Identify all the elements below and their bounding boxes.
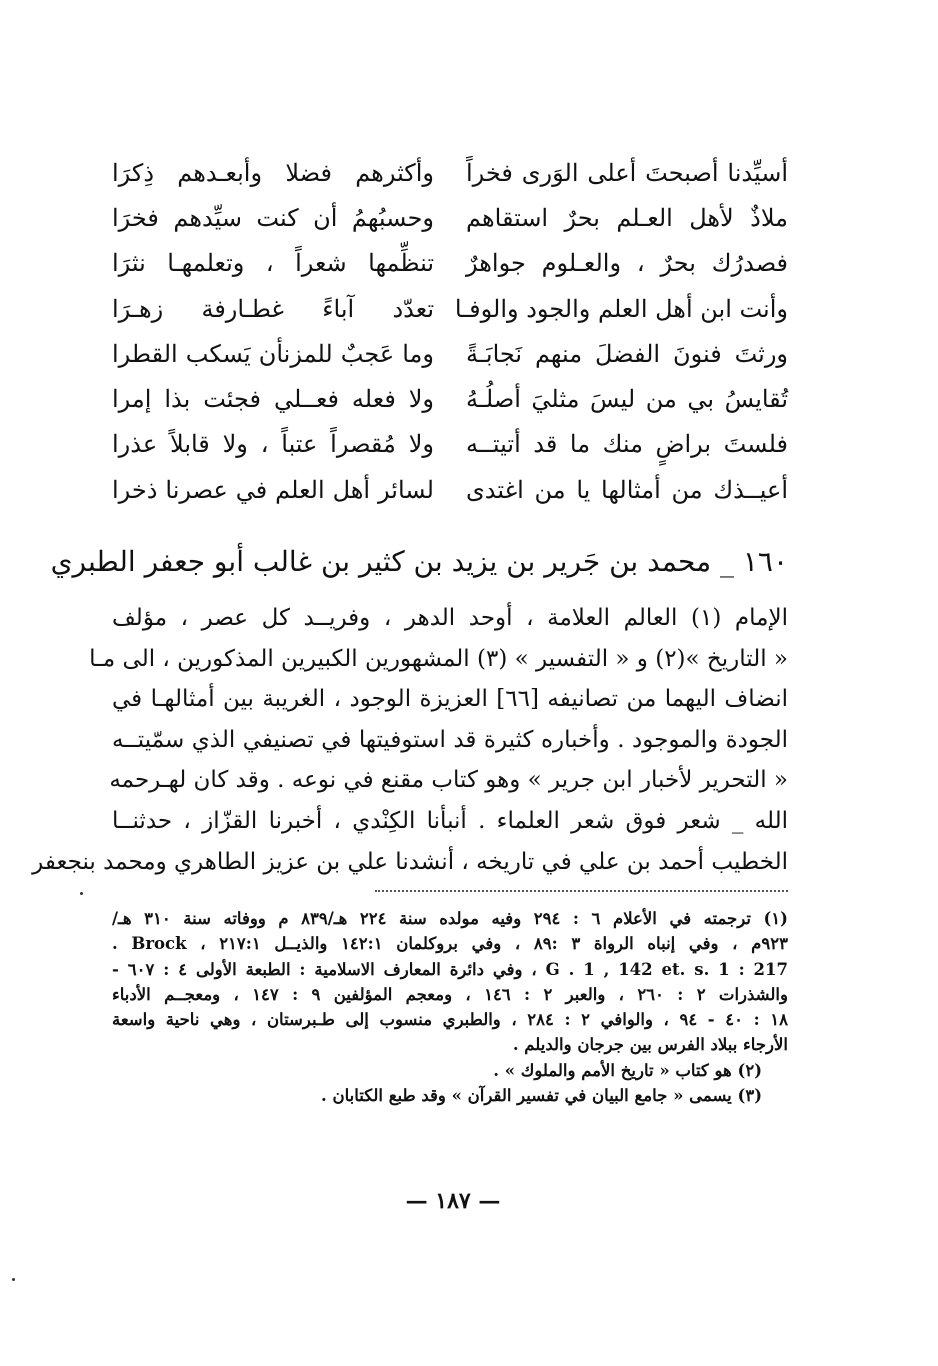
biography-line: الله _ شعر فوق شعر العلماء . أنبأنا الكِنْدي ، أخبرنا القزّاز ، حدثنــا (112, 807, 788, 834)
footnote-line: (٢) هو كتاب « تاريخ الأمم والملوك » . (493, 1060, 762, 1080)
page-number: — ١٨٧ — (405, 1188, 501, 1214)
poem-verse (112, 286, 788, 331)
poem-block (112, 150, 788, 512)
verse-left-hemistich: وما عَجبٌ للمزنأن يَسكب القطرا (112, 339, 434, 368)
biography-line: « التحرير لأخبار ابن جرير » وهو كتاب مقنع في نوعه . وقد كان لهـرحمه (109, 767, 788, 794)
scan-speck (12, 1278, 15, 1281)
verse-right-hemistich: ورثتَ فنونَ الفضلَ منهم نَجابَـةً (466, 339, 788, 368)
poem-verse (112, 150, 788, 195)
poem-verse (112, 331, 788, 376)
biography-heading: ١٦٠ _ محمد بن جَرير بن يزيد بن كثير بن غالب أبو جعفر الطبري (50, 545, 788, 578)
footnote-separator (375, 890, 788, 892)
footnote-line: والشذرات ٢ : ٢٦٠ ، والعبر ٢ : ١٤٦ ، ومعجم المؤلفين ٩ : ١٤٧ ، ومعجــم الأدباء (112, 984, 788, 1004)
verse-right-hemistich: فلستَ براضٍ منك ما قد أتيتــه (466, 430, 788, 459)
verse-left-hemistich: وأكثرهم فضلا وأبعـدهم ذِكرَا (112, 158, 434, 187)
verse-left-hemistich: لسائر أهل العلم في عصرنا ذخرا (112, 475, 434, 504)
verse-left-hemistich: ولا فعله فعــلي فجئت بذا إمرا (112, 385, 434, 414)
verse-right-hemistich: وأنت ابن أهل العلم والجود والوفـا (454, 294, 788, 323)
biography-line: الإمام (١) العالم العلامة ، أوحد الدهر ، وفريــد كل عصر ، مؤلف (112, 605, 788, 631)
footnotes-block (112, 906, 788, 1108)
biography-body (32, 598, 788, 882)
poem-verse (112, 241, 788, 286)
scan-speck (80, 892, 83, 895)
footnote-line: (١) ترجمته في الأعلام ٦ : ٢٩٤ وفيه مولده سنة ٢٢٤ هـ/٨٣٩ م ووفاته سنة ٣١٠ هـ/ (112, 909, 788, 928)
verse-right-hemistich: ملاذٌ لأهل العـلم بحرٌ استقاهم (466, 203, 788, 232)
poem-verse (112, 422, 788, 467)
verse-right-hemistich: أسيِّدنا أصبحتَ أعلى الوَرى فخراً (466, 158, 788, 187)
footnote-line: ١٨ : ٤٠ - ٩٤ ، والوافي ٢ : ٢٨٤ ، والطبري منسوب إلى طـبرستان ، وهي ناحية واسعة (112, 1010, 788, 1030)
footnote-line: G . 1 , 142 et. s. 1 : 217 ، وفي دائرة المعارف الاسلامية : الطبعة الأولى ٤ : ٦٠٧ - (112, 959, 788, 979)
biography-line: الجودة والموجود . وأخباره كثيرة قد استوفيتها في تصنيفي الذي سمّيتــه (112, 726, 788, 753)
biography-line: انضاف اليهما من تصانيفه [٦٦] العزيزة الوجود ، الغريبة بين أمثالهـا في (112, 686, 788, 713)
footnote-line: ٩٢٣م ، وفي إنباه الرواة ٣ :٨٩ ، وفي بروكلمان ١٤٢:١ والذيــل ٢١٧:١ ، Brock . (112, 934, 788, 954)
verse-left-hemistich: تعدّد آباءً غطـارفة زهـرَا (112, 294, 434, 323)
verse-left-hemistich: تنظِّمها شعراً ، وتعلمهـا نثرَا (112, 249, 434, 278)
footnote-line: الأرجاء ببلاد الفرس بين جرجان والديلم . (512, 1035, 788, 1055)
poem-verse (112, 195, 788, 240)
verse-left-hemistich: ولا مُقصراً عتباً ، ولا قابلاً عذرا (112, 430, 434, 459)
verse-right-hemistich: تُقايسُ بي من ليسَ مثليَ أصلُـهُ (466, 385, 788, 414)
biography-line: « التاريخ »(٢) و « التفسير » (٣) المشهورين الكبيرين المذكورين ، الى مـا (89, 645, 788, 672)
poem-verse (112, 376, 788, 421)
verse-right-hemistich: أعيــذك من أمثالها يا من اغتدى (466, 475, 788, 504)
verse-left-hemistich: وحسبُهمُ أن كنت سيِّدهم فخرَا (112, 203, 434, 232)
verse-right-hemistich: فصدرُك بحرٌ ، والعـلوم جواهرٌ (466, 249, 788, 278)
poem-verse (112, 467, 788, 512)
footnote-line: (٣) يسمى « جامع البيان في تفسير القرآن » وقد طبع الكتابان . (321, 1086, 762, 1106)
biography-line: الخطيب أحمد بن علي في تاريخه ، أنشدنا علي بن عزيز الطاهري ومحمد بنجعفر (32, 848, 788, 875)
